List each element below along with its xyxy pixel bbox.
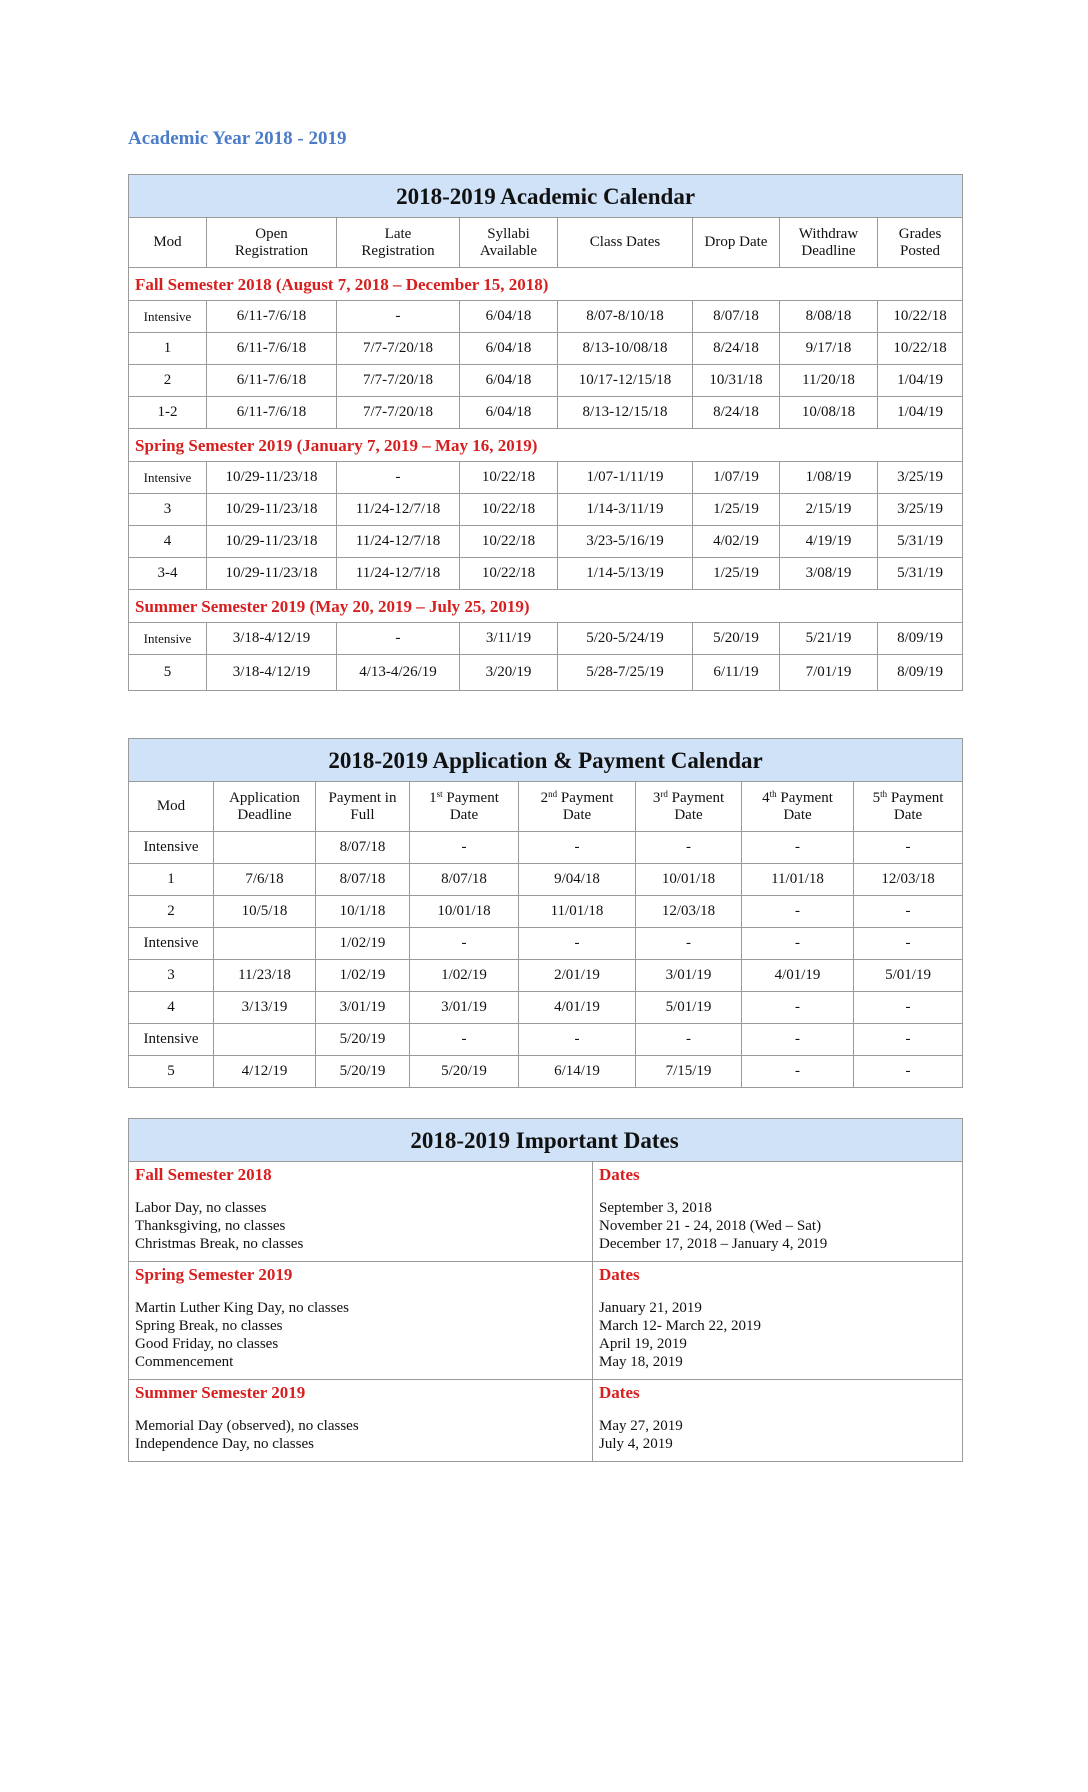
date-cell: 4/12/19: [214, 1056, 316, 1088]
column-header-text: Registration: [234, 242, 309, 259]
ordinal-suffix: nd: [548, 788, 558, 799]
event-name: Spring Break, no classes: [135, 1318, 283, 1334]
column-header-text: Withdraw: [798, 225, 859, 242]
date-cell: 12/03/18: [636, 896, 742, 928]
dates-label: Dates: [599, 1383, 640, 1402]
date-cell: 4/13-4/26/19: [337, 655, 460, 691]
date-cell: 8/13-12/15/18: [558, 397, 693, 429]
important-section: [129, 1162, 963, 1262]
date-cell: 4/19/19: [780, 526, 878, 558]
column-header-text: Application: [229, 789, 300, 806]
section-label: Summer Semester 2019 (May 20, 2019 – July 25, 2019): [129, 590, 963, 623]
date-cell: 2/01/19: [519, 960, 636, 992]
date-cell: -: [854, 928, 963, 960]
events-cell: [129, 1162, 593, 1262]
column-header: [693, 218, 780, 268]
date-cell: 5/01/19: [854, 960, 963, 992]
date-cell: 11/24-12/7/18: [337, 494, 460, 526]
events-cell: [129, 1262, 593, 1380]
event-date: September 3, 2018: [599, 1200, 712, 1216]
event-name: Commencement: [135, 1354, 234, 1370]
date-cell: -: [854, 1024, 963, 1056]
event-date: January 21, 2019: [599, 1300, 702, 1316]
ordinal-suffix: th: [769, 788, 777, 799]
section-row: [129, 590, 963, 623]
date-cell: 6/11-7/6/18: [207, 397, 337, 429]
date-cell: 1/02/19: [410, 960, 519, 992]
date-cell: 5/20/19: [410, 1056, 519, 1088]
date-cell: -: [742, 928, 854, 960]
column-header-text: Drop Date: [704, 234, 768, 250]
event-date: May 27, 2019: [599, 1418, 683, 1434]
column-header: [636, 782, 742, 832]
table-row: [129, 992, 963, 1024]
table-row: [129, 1024, 963, 1056]
column-header: [316, 782, 410, 832]
date-cell: 1/25/19: [693, 558, 780, 590]
date-cell: 10/08/18: [780, 397, 878, 429]
column-header: [742, 782, 854, 832]
date-cell: 10/22/18: [878, 333, 963, 365]
table-row: [129, 365, 963, 397]
column-header-text: 1: [429, 789, 437, 806]
column-header-text: Date: [562, 806, 592, 823]
date-cell: 10/22/18: [878, 301, 963, 333]
event-name: Labor Day, no classes: [135, 1200, 267, 1216]
date-cell: 10/29-11/23/18: [207, 558, 337, 590]
event-date: July 4, 2019: [599, 1436, 673, 1452]
date-cell: 3/08/19: [780, 558, 878, 590]
mod-cell: 3: [129, 494, 207, 526]
column-header-text: Registration: [361, 242, 435, 259]
date-cell: -: [337, 462, 460, 494]
date-cell: 3/01/19: [316, 992, 410, 1024]
important-section: [129, 1380, 963, 1462]
column-header: [129, 782, 214, 832]
table-row: [129, 832, 963, 864]
column-header-text: Grades: [898, 225, 942, 242]
date-cell: 11/24-12/7/18: [337, 526, 460, 558]
date-cell: -: [519, 928, 636, 960]
date-cell: 8/07-8/10/18: [558, 301, 693, 333]
date-cell: 10/1/18: [316, 896, 410, 928]
table-row: [129, 558, 963, 590]
column-header-text: Posted: [900, 242, 941, 259]
column-header-text: Payment: [442, 789, 499, 806]
date-cell: 3/13/19: [214, 992, 316, 1024]
table-title: 2018-2019 Application & Payment Calendar: [129, 739, 963, 782]
section-label: Summer Semester 2019: [135, 1383, 306, 1402]
date-cell: 10/31/18: [693, 365, 780, 397]
date-cell: [214, 928, 316, 960]
date-cell: 5/31/19: [878, 526, 963, 558]
column-header-text: Syllabi: [487, 225, 530, 242]
date-cell: 9/17/18: [780, 333, 878, 365]
column-header-text: Payment: [557, 789, 614, 806]
academic-calendar-table: [128, 174, 963, 691]
date-cell: 11/01/18: [519, 896, 636, 928]
mod-cell: 4: [129, 992, 214, 1024]
table-row: [129, 1056, 963, 1088]
date-cell: -: [410, 928, 519, 960]
date-cell: -: [410, 832, 519, 864]
event-date: November 21 - 24, 2018 (Wed – Sat): [599, 1218, 822, 1234]
date-cell: 10/29-11/23/18: [207, 462, 337, 494]
column-header: [214, 782, 316, 832]
date-cell: 9/04/18: [519, 864, 636, 896]
mod-cell: 5: [129, 1056, 214, 1088]
mod-cell: 3: [129, 960, 214, 992]
date-cell: -: [742, 992, 854, 1024]
column-header-text: Open: [255, 225, 288, 242]
column-header: [460, 218, 558, 268]
date-cell: 3/01/19: [636, 960, 742, 992]
date-cell: 11/20/18: [780, 365, 878, 397]
table-row: [129, 526, 963, 558]
event-name: Martin Luther King Day, no classes: [135, 1300, 349, 1316]
column-header-text: Payment: [776, 789, 833, 806]
date-cell: 8/07/18: [316, 864, 410, 896]
column-header-text: Payment in: [328, 789, 397, 806]
date-cell: 6/11-7/6/18: [207, 333, 337, 365]
date-cell: -: [519, 1024, 636, 1056]
mod-cell: Intensive: [129, 301, 207, 333]
important-section: [129, 1262, 963, 1380]
mod-cell: 5: [129, 655, 207, 691]
date-cell: 4/01/19: [519, 992, 636, 1024]
date-cell: 1/02/19: [316, 960, 410, 992]
mod-cell: 2: [129, 896, 214, 928]
date-cell: 8/07/18: [316, 832, 410, 864]
date-cell: 1/08/19: [780, 462, 878, 494]
mod-cell: Intensive: [129, 623, 207, 655]
column-header-text: 4: [762, 789, 770, 806]
column-header-text: Deadline: [237, 806, 292, 823]
column-header-text: 5: [872, 789, 881, 806]
section-label: Fall Semester 2018 (August 7, 2018 – December 15, 2018): [129, 268, 963, 301]
mod-cell: Intensive: [129, 1024, 214, 1056]
table-title: 2018-2019 Important Dates: [129, 1119, 963, 1162]
date-cell: -: [854, 832, 963, 864]
title-row: [129, 175, 963, 218]
date-cell: -: [742, 896, 854, 928]
mod-cell: 3-4: [129, 558, 207, 590]
mod-cell: Intensive: [129, 462, 207, 494]
date-cell: 1/02/19: [316, 928, 410, 960]
date-cell: [214, 832, 316, 864]
column-header-text: Date: [783, 806, 812, 823]
date-cell: -: [636, 832, 742, 864]
date-cell: 11/01/18: [742, 864, 854, 896]
date-cell: 5/01/19: [636, 992, 742, 1024]
date-cell: 6/11-7/6/18: [207, 301, 337, 333]
date-cell: 5/28-7/25/19: [558, 655, 693, 691]
column-header: [878, 218, 963, 268]
date-cell: 6/04/18: [460, 301, 558, 333]
column-header: [780, 218, 878, 268]
events-cell: [129, 1380, 593, 1462]
dates-cell: [593, 1262, 963, 1380]
date-cell: -: [854, 896, 963, 928]
event-date: April 19, 2019: [599, 1336, 687, 1352]
payment-calendar-table: [128, 738, 963, 1088]
column-header: [129, 218, 207, 268]
date-cell: 8/24/18: [693, 333, 780, 365]
date-cell: 5/21/19: [780, 623, 878, 655]
table-row: [129, 397, 963, 429]
date-cell: 6/11/19: [693, 655, 780, 691]
date-cell: 12/03/18: [854, 864, 963, 896]
date-cell: 10/22/18: [460, 494, 558, 526]
date-cell: 7/01/19: [780, 655, 878, 691]
event-date: December 17, 2018 – January 4, 2019: [599, 1236, 828, 1252]
date-cell: 1/04/19: [878, 397, 963, 429]
table-row: [129, 462, 963, 494]
date-cell: 3/23-5/16/19: [558, 526, 693, 558]
date-cell: 10/17-12/15/18: [558, 365, 693, 397]
event-name: Independence Day, no classes: [135, 1436, 314, 1452]
title-row: [129, 1119, 963, 1162]
event-date: March 12- March 22, 2019: [599, 1318, 762, 1334]
date-cell: 6/04/18: [460, 397, 558, 429]
date-cell: 1/14-5/13/19: [558, 558, 693, 590]
mod-cell: 4: [129, 526, 207, 558]
important-dates-table: [128, 1118, 963, 1462]
column-header-text: 2: [540, 789, 549, 806]
dates-cell: [593, 1380, 963, 1462]
date-cell: 5/20/19: [316, 1056, 410, 1088]
date-cell: 3/18-4/12/19: [207, 623, 337, 655]
date-cell: 5/31/19: [878, 558, 963, 590]
column-header-text: Date: [893, 806, 923, 823]
date-cell: 1/04/19: [878, 365, 963, 397]
date-cell: -: [636, 1024, 742, 1056]
date-cell: 11/23/18: [214, 960, 316, 992]
header-row: [129, 218, 963, 268]
table-row: [129, 623, 963, 655]
event-date: May 18, 2019: [599, 1354, 683, 1370]
date-cell: -: [742, 832, 854, 864]
mod-cell: Intensive: [129, 832, 214, 864]
date-cell: 6/04/18: [460, 365, 558, 397]
date-cell: 8/07/18: [410, 864, 519, 896]
date-cell: 1/25/19: [693, 494, 780, 526]
date-cell: 8/09/19: [878, 623, 963, 655]
date-cell: 3/11/19: [460, 623, 558, 655]
section-row: [129, 268, 963, 301]
date-cell: 7/7-7/20/18: [337, 397, 460, 429]
column-header-text: Mod: [156, 798, 186, 814]
section-label: Fall Semester 2018: [135, 1165, 272, 1184]
date-cell: 5/20/19: [316, 1024, 410, 1056]
date-cell: -: [337, 301, 460, 333]
table-row: [129, 928, 963, 960]
date-cell: 3/20/19: [460, 655, 558, 691]
column-header-text: Available: [479, 242, 538, 259]
date-cell: [214, 1024, 316, 1056]
date-cell: 7/7-7/20/18: [337, 365, 460, 397]
date-cell: 3/18-4/12/19: [207, 655, 337, 691]
mod-cell: Intensive: [129, 928, 214, 960]
date-cell: -: [742, 1024, 854, 1056]
date-cell: 1/07/19: [693, 462, 780, 494]
dates-label: Dates: [599, 1165, 640, 1184]
date-cell: 5/20/19: [693, 623, 780, 655]
column-header-text: 3: [652, 789, 661, 806]
date-cell: -: [854, 992, 963, 1024]
table-title: 2018-2019 Academic Calendar: [129, 175, 963, 218]
date-cell: 6/04/18: [460, 333, 558, 365]
date-cell: 6/14/19: [519, 1056, 636, 1088]
dates-cell: [593, 1162, 963, 1262]
mod-cell: 1: [129, 864, 214, 896]
date-cell: -: [854, 1056, 963, 1088]
date-cell: 8/24/18: [693, 397, 780, 429]
date-cell: 8/07/18: [693, 301, 780, 333]
date-cell: 10/01/18: [410, 896, 519, 928]
column-header: [207, 218, 337, 268]
date-cell: 7/15/19: [636, 1056, 742, 1088]
date-cell: 7/7-7/20/18: [337, 333, 460, 365]
date-cell: 1/07-1/11/19: [558, 462, 693, 494]
column-header-text: Payment: [667, 789, 725, 806]
date-cell: 7/6/18: [214, 864, 316, 896]
event-name: Christmas Break, no classes: [135, 1236, 304, 1252]
date-cell: -: [519, 832, 636, 864]
column-header: [519, 782, 636, 832]
column-header-text: Full: [350, 806, 375, 823]
date-cell: 3/01/19: [410, 992, 519, 1024]
column-header-text: Late: [384, 225, 412, 242]
date-cell: 8/09/19: [878, 655, 963, 691]
date-cell: -: [337, 623, 460, 655]
event-name: Thanksgiving, no classes: [135, 1218, 286, 1234]
column-header-text: Deadline: [801, 242, 856, 259]
section-row: [129, 429, 963, 462]
column-header-text: Date: [449, 806, 479, 823]
column-header: [410, 782, 519, 832]
column-header: [558, 218, 693, 268]
event-name: Good Friday, no classes: [135, 1336, 279, 1352]
table-row: [129, 864, 963, 896]
date-cell: 1/14-3/11/19: [558, 494, 693, 526]
date-cell: 3/25/19: [878, 462, 963, 494]
date-cell: 11/24-12/7/18: [337, 558, 460, 590]
mod-cell: 2: [129, 365, 207, 397]
date-cell: 4/01/19: [742, 960, 854, 992]
section-label: Spring Semester 2019 (January 7, 2019 – May 16, 2019): [129, 429, 963, 462]
column-header-text: Mod: [153, 234, 182, 250]
date-cell: 10/29-11/23/18: [207, 526, 337, 558]
date-cell: 2/15/19: [780, 494, 878, 526]
column-header-text: Class Dates: [589, 234, 661, 250]
title-row: [129, 739, 963, 782]
date-cell: -: [410, 1024, 519, 1056]
column-header-text: Date: [674, 806, 703, 823]
date-cell: 10/22/18: [460, 526, 558, 558]
table-row: [129, 896, 963, 928]
date-cell: 8/08/18: [780, 301, 878, 333]
date-cell: -: [636, 928, 742, 960]
column-header: [854, 782, 963, 832]
table-row: [129, 960, 963, 992]
table-row: [129, 301, 963, 333]
mod-cell: 1-2: [129, 397, 207, 429]
ordinal-suffix: th: [880, 788, 888, 799]
event-name: Memorial Day (observed), no classes: [135, 1418, 359, 1434]
date-cell: 10/01/18: [636, 864, 742, 896]
date-cell: 6/11-7/6/18: [207, 365, 337, 397]
column-header: [337, 218, 460, 268]
mod-cell: 1: [129, 333, 207, 365]
date-cell: 3/25/19: [878, 494, 963, 526]
date-cell: 4/02/19: [693, 526, 780, 558]
date-cell: 8/13-10/08/18: [558, 333, 693, 365]
date-cell: -: [742, 1056, 854, 1088]
section-label: Spring Semester 2019: [135, 1265, 293, 1284]
dates-label: Dates: [599, 1265, 640, 1284]
date-cell: 5/20-5/24/19: [558, 623, 693, 655]
date-cell: 10/5/18: [214, 896, 316, 928]
column-header-text: Payment: [887, 789, 944, 806]
date-cell: 10/22/18: [460, 558, 558, 590]
table-row: [129, 333, 963, 365]
ordinal-suffix: rd: [660, 788, 668, 799]
table-row: [129, 494, 963, 526]
ordinal-suffix: st: [436, 788, 443, 799]
table-row: [129, 655, 963, 691]
header-row: [129, 782, 963, 832]
date-cell: 10/29-11/23/18: [207, 494, 337, 526]
date-cell: 10/22/18: [460, 462, 558, 494]
page-heading: Academic Year 2018 - 2019: [128, 128, 347, 149]
